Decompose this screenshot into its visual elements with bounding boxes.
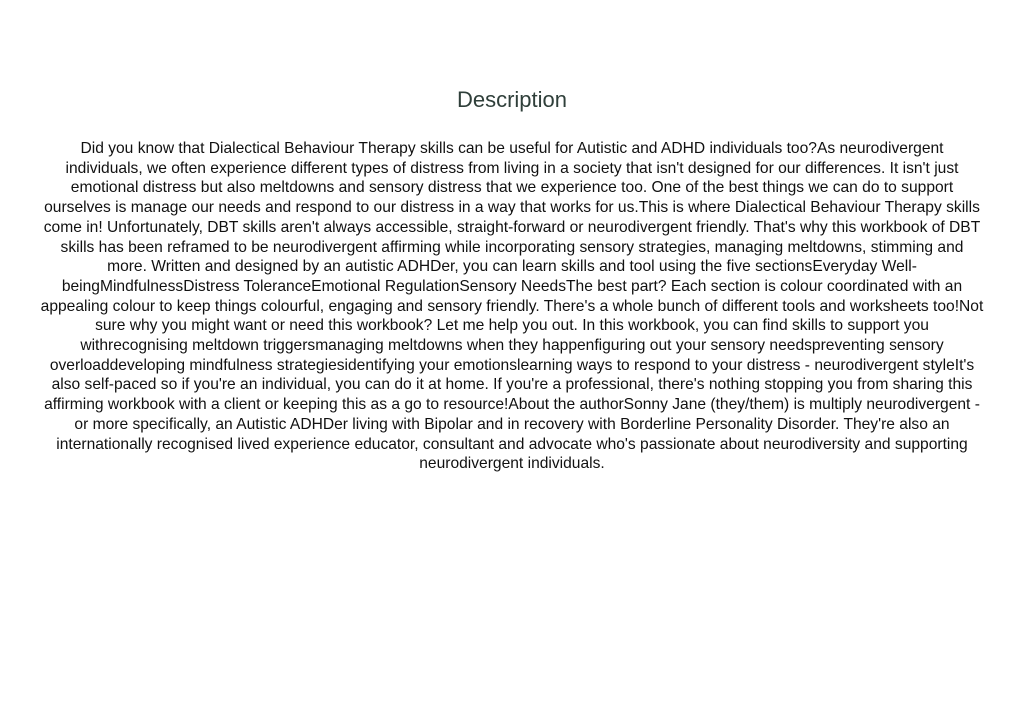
description-body: Did you know that Dialectical Behaviour Therapy skills can be useful for Autistic and ADHD individuals too?As neurodivergent individuals, we often experience different types of distress from living in a society that isn't designed for our differences. It isn't just emotional distress but also meltdowns and sensory distress that we experience too. One of the best things we can do to support ourselves is manage our needs and respond to our distress in a way that works for us.This is where Dialectical Behaviour Therapy skills come in! Unfortunately, DBT skills aren't always accessible, straight-forward or neurodivergent friendly. That's why this workbook of DBT skills has been reframed to be neurodivergent affirming while incorporating sensory strategies, managing meltdowns, stimming and more. Written and designed by an autistic ADHDer, you can learn skills and tool using the five sectionsEveryday Well-beingMindfulnessDistress ToleranceEmotional RegulationSensory NeedsThe best part? Each section is colour coordinated with an appealing colour to keep things colourful, engaging and sensory friendly. There's a whole bunch of different tools and worksheets too!Not sure why you might want or need this workbook? Let me help you out. In this workbook, you can find skills to support you withrecognising meltdown triggersmanaging meltdowns when they happenfiguring out your sensory needspreventing sensory overloaddeveloping mindfulness strategiesidentifying your emotionslearning ways to respond to your distress - neurodivergent styleIt's also self-paced so if you're an individual, you can do it at home. If you're a professional, there's nothing stopping you from sharing this affirming workbook with a client or keeping this as a go to resource!About the authorSonny Jane (they/them) is multiply neurodivergent - or more specifically, an Autistic ADHDer living with Bipolar and in recovery with Borderline Personality Disorder. They're also an internationally recognised lived experience educator, consultant and advocate who's passionate about neurodiversity and supporting neurodivergent individuals.: [40, 140, 984, 473]
description-heading: Description: [456, 87, 568, 112]
